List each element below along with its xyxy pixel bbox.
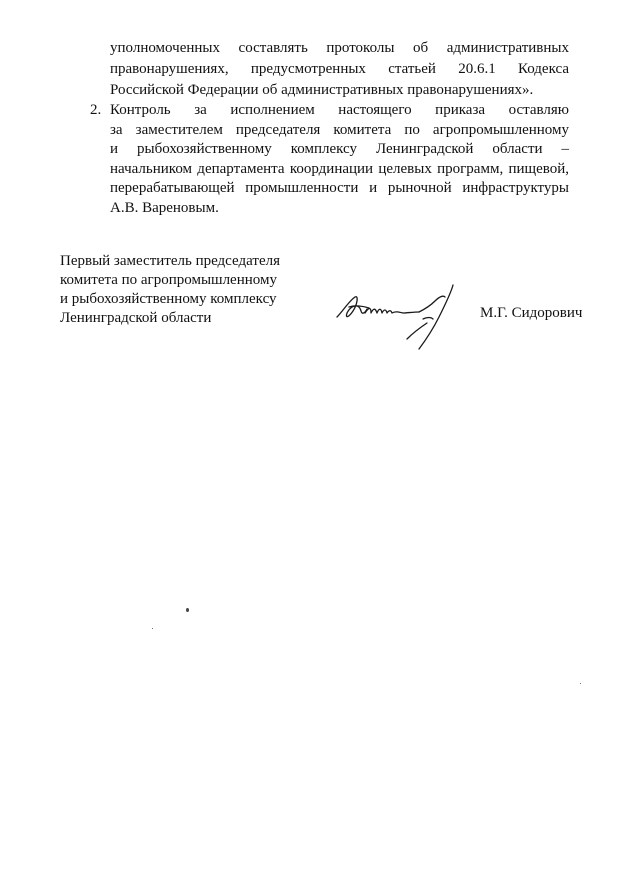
position-line: и рыбохозяйственному комплексу: [60, 291, 277, 307]
scan-speck: [186, 608, 189, 612]
scan-speck: [152, 628, 153, 629]
list-item-line: и рыбохозяйственному комплексу Ленинградской области –: [110, 141, 569, 157]
scan-speck: [580, 683, 581, 684]
signatory-name: М.Г. Сидорович: [480, 305, 583, 321]
paragraph-line: уполномоченных составлять протоколы об административных: [110, 40, 569, 56]
paragraph-line: правонарушениях, предусмотренных статьей 20.6.1 Кодекса: [110, 61, 569, 77]
list-item-number: 2.: [90, 102, 102, 118]
list-item-line: А.В. Вареновым.: [110, 199, 219, 216]
signatory-position: [60, 252, 300, 328]
list-item-line: перерабатывающей промышленности и рыночной инфраструктуры: [110, 180, 569, 196]
list-item-2: [110, 101, 569, 218]
position-line: Ленинградской области: [60, 310, 212, 326]
handwritten-signature: [335, 283, 475, 353]
list-item-line: начальником департамента координации целевых программ, пищевой,: [110, 160, 569, 177]
paragraph-line: Российской Федерации об административных правонарушениях».: [110, 82, 534, 98]
list-item-line: за заместителем председателя комитета по агропромышленному: [110, 121, 569, 138]
position-line: Первый заместитель председателя: [60, 253, 280, 269]
continued-paragraph: [110, 38, 569, 101]
list-item-line: Контроль за исполнением настоящего приказа оставляю: [110, 102, 569, 118]
position-line: комитета по агропромышленному: [60, 272, 277, 288]
